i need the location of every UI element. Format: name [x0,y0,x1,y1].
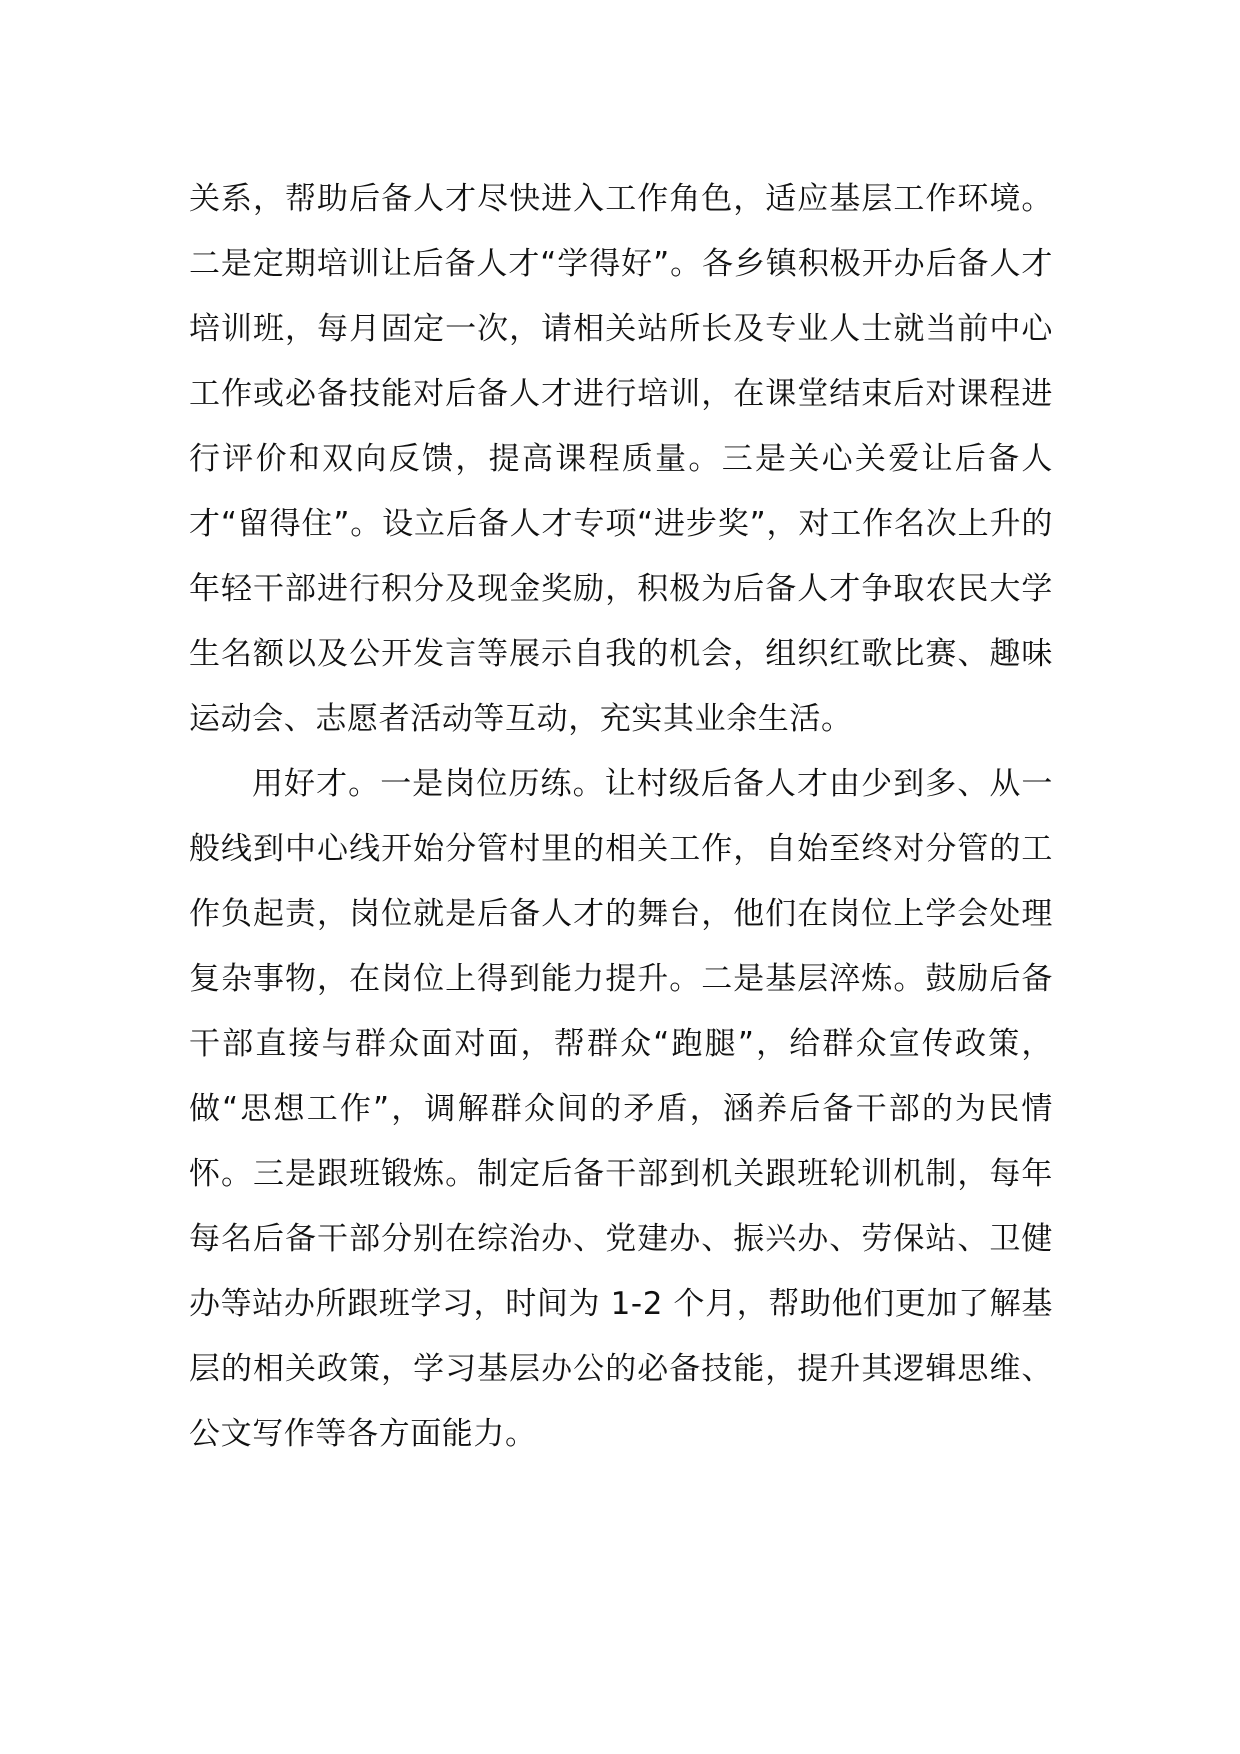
paragraph-talent-cultivation: 关系，帮助后备人才尽快进入工作角色，适应基层工作环境。二是定期培训让后备人才“学得好”。各乡镇积极开办后备人才培训班，每月固定一次，请相关站所长及专业人士就当前中心工作或必备技能对后备人才进行培训，在课堂结束后对课程进行评价和双向反馈，提高课程质量。三是关心关爱让后备人才“留得住”。设立后备人才专项“进步奖”，对工作名次上升的年轻干部进行积分及现金奖励，积极为后备人才争取农民大学生名额以及公开发言等展示自我的机会，组织红歌比赛、趣味运动会、志愿者活动等互动，充实其业余生活。 [189,181,1053,737]
paragraph-use-talent: 用好才。一是岗位历练。让村级后备人才由少到多、从一般线到中心线开始分管村里的相关工作，自始至终对分管的工作负起责，岗位就是后备人才的舞台，他们在岗位上学会处理复杂事物，在岗位上得到能力提升。二是基层淬炼。鼓励后备干部直接与群众面对面，帮群众“跑腿”，给群众宣传政策，做“思想工作”，调解群众间的矛盾，涵养后备干部的为民情怀。三是跟班锻炼。制定后备干部到机关跟班轮训机制，每年每名后备干部分别在综治办、党建办、振兴办、劳保站、卫健办等站办所跟班学习，时间为 1-2 个月，帮助他们更加了解基层的相关政策，学习基层办公的必备技能，提升其逻辑思维、公文写作等各方面能力。 [189,766,1053,1452]
document-body [189,167,1053,1467]
